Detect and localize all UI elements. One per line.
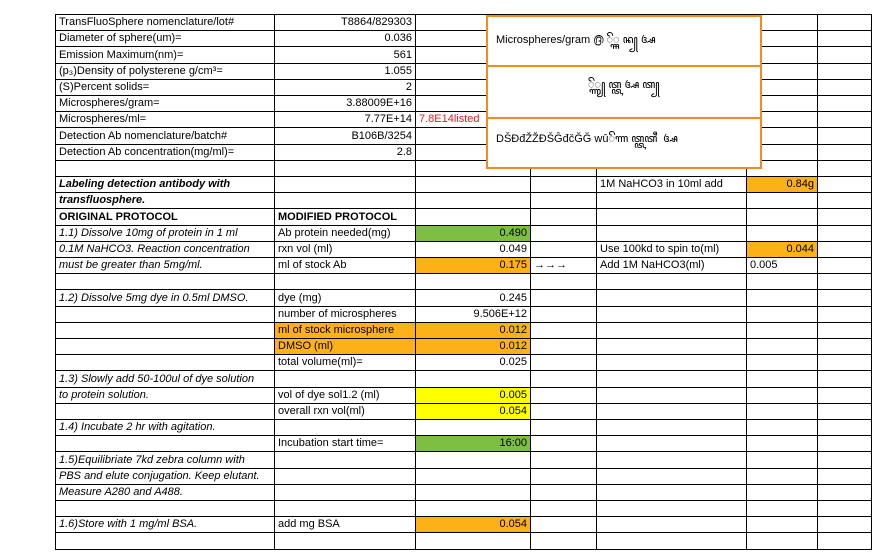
cell-r27-g[interactable] [747, 452, 818, 469]
cell-r4-h[interactable] [818, 80, 872, 96]
cell-r32-a[interactable] [55, 533, 275, 550]
cell-r26-h[interactable] [818, 436, 872, 452]
cell-r9-a[interactable] [55, 161, 275, 177]
cell-r15-b[interactable]: ml of stock Ab [275, 258, 416, 274]
cell-r30-d[interactable] [531, 501, 597, 517]
cell-r21-d[interactable] [531, 355, 597, 371]
cell-r29-h[interactable] [818, 485, 872, 501]
cell-r28-d[interactable] [531, 469, 597, 485]
cell-r17-f[interactable] [597, 290, 747, 307]
cell-r25-c[interactable] [416, 420, 531, 436]
cell-r27-b[interactable] [275, 452, 416, 469]
cell-r21-b[interactable]: total volume(ml)= [275, 355, 416, 371]
cell-r7-b[interactable]: B106B/3254 [275, 128, 416, 145]
cell-r12-d[interactable] [531, 209, 597, 226]
cell-r6-b[interactable]: 7.77E+14 [275, 112, 416, 128]
cell-r22-f[interactable] [597, 371, 747, 388]
cell-r16-g[interactable] [747, 274, 818, 290]
cell-r13-d[interactable] [531, 226, 597, 242]
overlay-line-2: ꦼ꧀ꦟ꧀ ꦠ꧀ꦠ ꦄ ꦠ꧀ [588, 79, 660, 91]
cell-r32-f[interactable] [597, 533, 747, 550]
cell-r28-g[interactable] [747, 469, 818, 485]
cell-r17-g[interactable] [747, 290, 818, 307]
cell-r11-c[interactable] [416, 193, 531, 209]
cell-r31-h[interactable] [818, 517, 872, 533]
cell-r14-c[interactable]: 0.049 [416, 242, 531, 258]
cell-r11-f[interactable] [597, 193, 747, 209]
cell-r22-a[interactable]: 1.3) Slowly add 50-100ul of dye solution [55, 371, 275, 388]
cell-r23-h[interactable] [818, 388, 872, 404]
cell-r12-g[interactable] [747, 209, 818, 226]
cell-r30-f[interactable] [597, 501, 747, 517]
cell-r10-d[interactable] [531, 177, 597, 193]
cell-r24-a[interactable] [55, 404, 275, 420]
cell-r31-f[interactable] [597, 517, 747, 533]
cell-r10-g[interactable]: 0.84g [747, 177, 818, 193]
cell-r13-h[interactable] [818, 226, 872, 242]
cell-r24-c[interactable]: 0.054 [416, 404, 531, 420]
cell-r18-h[interactable] [818, 307, 872, 323]
cell-r26-b[interactable]: Incubation start time= [275, 436, 416, 452]
cell-r32-h[interactable] [818, 533, 872, 550]
cell-r19-g[interactable] [747, 323, 818, 339]
cell-r32-d[interactable] [531, 533, 597, 550]
cell-r2-h[interactable] [818, 47, 872, 64]
cell-r10-h[interactable] [818, 177, 872, 193]
cell-r25-b[interactable] [275, 420, 416, 436]
cell-r23-a[interactable]: to protein solution. [55, 388, 275, 404]
cell-r13-f[interactable] [597, 226, 747, 242]
cell-r31-a[interactable]: 1.6)Store with 1 mg/ml BSA. [55, 517, 275, 533]
cell-r23-f[interactable] [597, 388, 747, 404]
cell-r29-f[interactable] [597, 485, 747, 501]
cell-r16-b[interactable] [275, 274, 416, 290]
cell-r17-b[interactable]: dye (mg) [275, 290, 416, 307]
cell-r30-a[interactable] [55, 501, 275, 517]
cell-r21-h[interactable] [818, 355, 872, 371]
cell-r8-b[interactable]: 2.8 [275, 145, 416, 161]
cell-r8-a[interactable]: Detection Ab concentration(mg/ml)= [55, 145, 275, 161]
cell-r5-a[interactable]: Microspheres/gram= [55, 96, 275, 112]
cell-r26-d[interactable] [531, 436, 597, 452]
cell-r9-b[interactable] [275, 161, 416, 177]
cell-r23-c[interactable]: 0.005 [416, 388, 531, 404]
cell-r11-h[interactable] [818, 193, 872, 209]
cell-r22-g[interactable] [747, 371, 818, 388]
cell-r21-f[interactable] [597, 355, 747, 371]
cell-r11-d[interactable] [531, 193, 597, 209]
cell-r12-b[interactable]: MODIFIED PROTOCOL [275, 209, 416, 226]
cell-r19-f[interactable] [597, 323, 747, 339]
cell-r27-f[interactable] [597, 452, 747, 469]
cell-r19-h[interactable] [818, 323, 872, 339]
overlay-divider-2 [488, 117, 760, 119]
cell-r17-a[interactable]: 1.2) Dissolve 5mg dye in 0.5ml DMSO. [55, 290, 275, 307]
cell-r11-g[interactable] [747, 193, 818, 209]
cell-r15-d[interactable]: →→→ [531, 258, 597, 274]
cell-r29-b[interactable] [275, 485, 416, 501]
cell-r27-d[interactable] [531, 452, 597, 469]
cell-r26-a[interactable] [55, 436, 275, 452]
cell-r25-a[interactable]: 1.4) Incubate 2 hr with agitation. [55, 420, 275, 436]
cell-r7-h[interactable] [818, 128, 872, 145]
cell-r12-h[interactable] [818, 209, 872, 226]
cell-r17-h[interactable] [818, 290, 872, 307]
cell-r29-c[interactable] [416, 485, 531, 501]
cell-r6-c[interactable]: 7.8E14listed [416, 112, 531, 128]
cell-r10-b[interactable] [275, 177, 416, 193]
cell-r20-d[interactable] [531, 339, 597, 355]
cell-r29-d[interactable] [531, 485, 597, 501]
cell-r18-b[interactable]: number of microspheres [275, 307, 416, 323]
cell-r19-a[interactable] [55, 323, 275, 339]
cell-r4-a[interactable]: (S)Percent solids= [55, 80, 275, 96]
cell-r29-a[interactable]: Measure A280 and A488. [55, 485, 275, 501]
cell-r1-a[interactable]: Diameter of sphere(um)= [55, 31, 275, 47]
cell-r15-f[interactable]: Add 1M NaHCO3(ml) [597, 258, 747, 274]
cell-r12-a[interactable]: ORIGINAL PROTOCOL [55, 209, 275, 226]
cell-r20-g[interactable] [747, 339, 818, 355]
cell-r14-a[interactable]: 0.1M NaHCO3. Reaction concentration [55, 242, 275, 258]
cell-r25-f[interactable] [597, 420, 747, 436]
cell-r0-h[interactable] [818, 15, 872, 31]
cell-r18-a[interactable] [55, 307, 275, 323]
cell-r3-b[interactable]: 1.055 [275, 64, 416, 80]
cell-r25-h[interactable] [818, 420, 872, 436]
cell-r24-g[interactable] [747, 404, 818, 420]
cell-r13-b[interactable]: Ab protein needed(mg) [275, 226, 416, 242]
cell-r16-h[interactable] [818, 274, 872, 290]
cell-r10-a[interactable]: Labeling detection antibody with [55, 177, 275, 193]
cell-r27-c[interactable] [416, 452, 531, 469]
cell-r16-a[interactable] [55, 274, 275, 290]
cell-r25-g[interactable] [747, 420, 818, 436]
cell-r10-c[interactable] [416, 177, 531, 193]
cell-r23-b[interactable]: vol of dye sol1.2 (ml) [275, 388, 416, 404]
cell-r22-d[interactable] [531, 371, 597, 388]
cell-r23-d[interactable] [531, 388, 597, 404]
cell-r1-b[interactable]: 0.036 [275, 31, 416, 47]
text-overlay-box [486, 15, 762, 169]
cell-r30-c[interactable] [416, 501, 531, 517]
cell-r6-h[interactable] [818, 112, 872, 128]
cell-r11-a[interactable]: transfluosphere. [55, 193, 275, 209]
cell-r22-c[interactable] [416, 371, 531, 388]
cell-r24-b[interactable]: overall rxn vol(ml) [275, 404, 416, 420]
cell-r14-g[interactable]: 0.044 [747, 242, 818, 258]
cell-r2-b[interactable]: 561 [275, 47, 416, 64]
cell-r11-b[interactable] [275, 193, 416, 209]
cell-r21-a[interactable] [55, 355, 275, 371]
cell-r14-b[interactable]: rxn vol (ml) [275, 242, 416, 258]
cell-r25-d[interactable] [531, 420, 597, 436]
cell-r0-b[interactable]: T8864/829303 [275, 15, 416, 31]
cell-r28-f[interactable] [597, 469, 747, 485]
cell-r27-h[interactable] [818, 452, 872, 469]
cell-r2-a[interactable]: Emission Maximum(nm)= [55, 47, 275, 64]
cell-r16-d[interactable] [531, 274, 597, 290]
cell-r32-c[interactable] [416, 533, 531, 550]
cell-r1-h[interactable] [818, 31, 872, 47]
cell-r19-d[interactable] [531, 323, 597, 339]
cell-r13-g[interactable] [747, 226, 818, 242]
cell-r15-g[interactable]: 0.005 [747, 258, 818, 274]
cell-r30-g[interactable] [747, 501, 818, 517]
cell-r17-c[interactable]: 0.245 [416, 290, 531, 307]
overlay-line-1: Microspheres/gram ൫ ꦼ꧀ꦯ ꦤ꧀ ꦄ [496, 34, 656, 46]
cell-r31-b[interactable]: add mg BSA [275, 517, 416, 533]
cell-r21-g[interactable] [747, 355, 818, 371]
cell-r14-f[interactable]: Use 100kd to spin to(ml) [597, 242, 747, 258]
cell-r12-f[interactable] [597, 209, 747, 226]
cell-r26-f[interactable] [597, 436, 747, 452]
cell-r24-h[interactable] [818, 404, 872, 420]
cell-r22-b[interactable] [275, 371, 416, 388]
cell-r15-c[interactable]: 0.175 [416, 258, 531, 274]
cell-r28-c[interactable] [416, 469, 531, 485]
cell-r18-d[interactable] [531, 307, 597, 323]
cell-r18-c[interactable]: 9.506E+12 [416, 307, 531, 323]
cell-r30-h[interactable] [818, 501, 872, 517]
overlay-line-3: DŠĐđŽŽĐŠĜđčĞĞ wûꦼꦟ ꦠ꧀ꦠꦠ ꦷ ꦄ [496, 133, 678, 145]
cell-r10-f[interactable]: 1M NaHCO3 in 10ml add [597, 177, 747, 193]
cell-r16-c[interactable] [416, 274, 531, 290]
cell-r31-d[interactable] [531, 517, 597, 533]
cell-r3-h[interactable] [818, 64, 872, 80]
cell-r20-a[interactable] [55, 339, 275, 355]
cell-r24-f[interactable] [597, 404, 747, 420]
cell-r23-g[interactable] [747, 388, 818, 404]
cell-r14-d[interactable] [531, 242, 597, 258]
cell-r28-h[interactable] [818, 469, 872, 485]
cell-r4-b[interactable]: 2 [275, 80, 416, 96]
cell-r20-h[interactable] [818, 339, 872, 355]
cell-r32-g[interactable] [747, 533, 818, 550]
cell-r19-c[interactable]: 0.012 [416, 323, 531, 339]
cell-r15-a[interactable]: must be greater than 5mg/ml. [55, 258, 275, 274]
cell-r31-g[interactable] [747, 517, 818, 533]
cell-r7-a[interactable]: Detection Ab nomenclature/batch# [55, 128, 275, 145]
cell-r5-b[interactable]: 3.88009E+16 [275, 96, 416, 112]
cell-r28-a[interactable]: PBS and elute conjugation. Keep elutant. [55, 469, 275, 485]
cell-r5-h[interactable] [818, 96, 872, 112]
cell-r28-b[interactable] [275, 469, 416, 485]
cell-r13-a[interactable]: 1.1) Dissolve 10mg of protein in 1 ml [55, 226, 275, 242]
cell-r6-a[interactable]: Microspheres/ml= [55, 112, 275, 128]
cell-r3-a[interactable]: (p₃)Density of polysterene g/cm³= [55, 64, 275, 80]
cell-r13-c[interactable]: 0.490 [416, 226, 531, 242]
cell-r15-h[interactable] [818, 258, 872, 274]
cell-r26-g[interactable] [747, 436, 818, 452]
cell-r14-h[interactable] [818, 242, 872, 258]
cell-r22-h[interactable] [818, 371, 872, 388]
cell-r18-g[interactable] [747, 307, 818, 323]
cell-r30-b[interactable] [275, 501, 416, 517]
cell-r20-f[interactable] [597, 339, 747, 355]
cell-r31-c[interactable]: 0.054 [416, 517, 531, 533]
cell-r12-c[interactable] [416, 209, 531, 226]
cell-r27-a[interactable]: 1.5)Equilibriate 7kd zebra column with [55, 452, 275, 469]
cell-r24-d[interactable] [531, 404, 597, 420]
cell-r17-d[interactable] [531, 290, 597, 307]
cell-r20-b[interactable]: DMSO (ml) [275, 339, 416, 355]
cell-r21-c[interactable]: 0.025 [416, 355, 531, 371]
cell-r0-a[interactable]: TransFluoSphere nomenclature/lot# [55, 15, 275, 31]
cell-r29-g[interactable] [747, 485, 818, 501]
overlay-divider-1 [488, 65, 760, 67]
cell-r26-c[interactable]: 16:00 [416, 436, 531, 452]
cell-r8-h[interactable] [818, 145, 872, 161]
cell-r20-c[interactable]: 0.012 [416, 339, 531, 355]
cell-r18-f[interactable] [597, 307, 747, 323]
cell-r9-h[interactable] [818, 161, 872, 177]
cell-r19-b[interactable]: ml of stock microsphere [275, 323, 416, 339]
cell-r32-b[interactable] [275, 533, 416, 550]
cell-r16-f[interactable] [597, 274, 747, 290]
